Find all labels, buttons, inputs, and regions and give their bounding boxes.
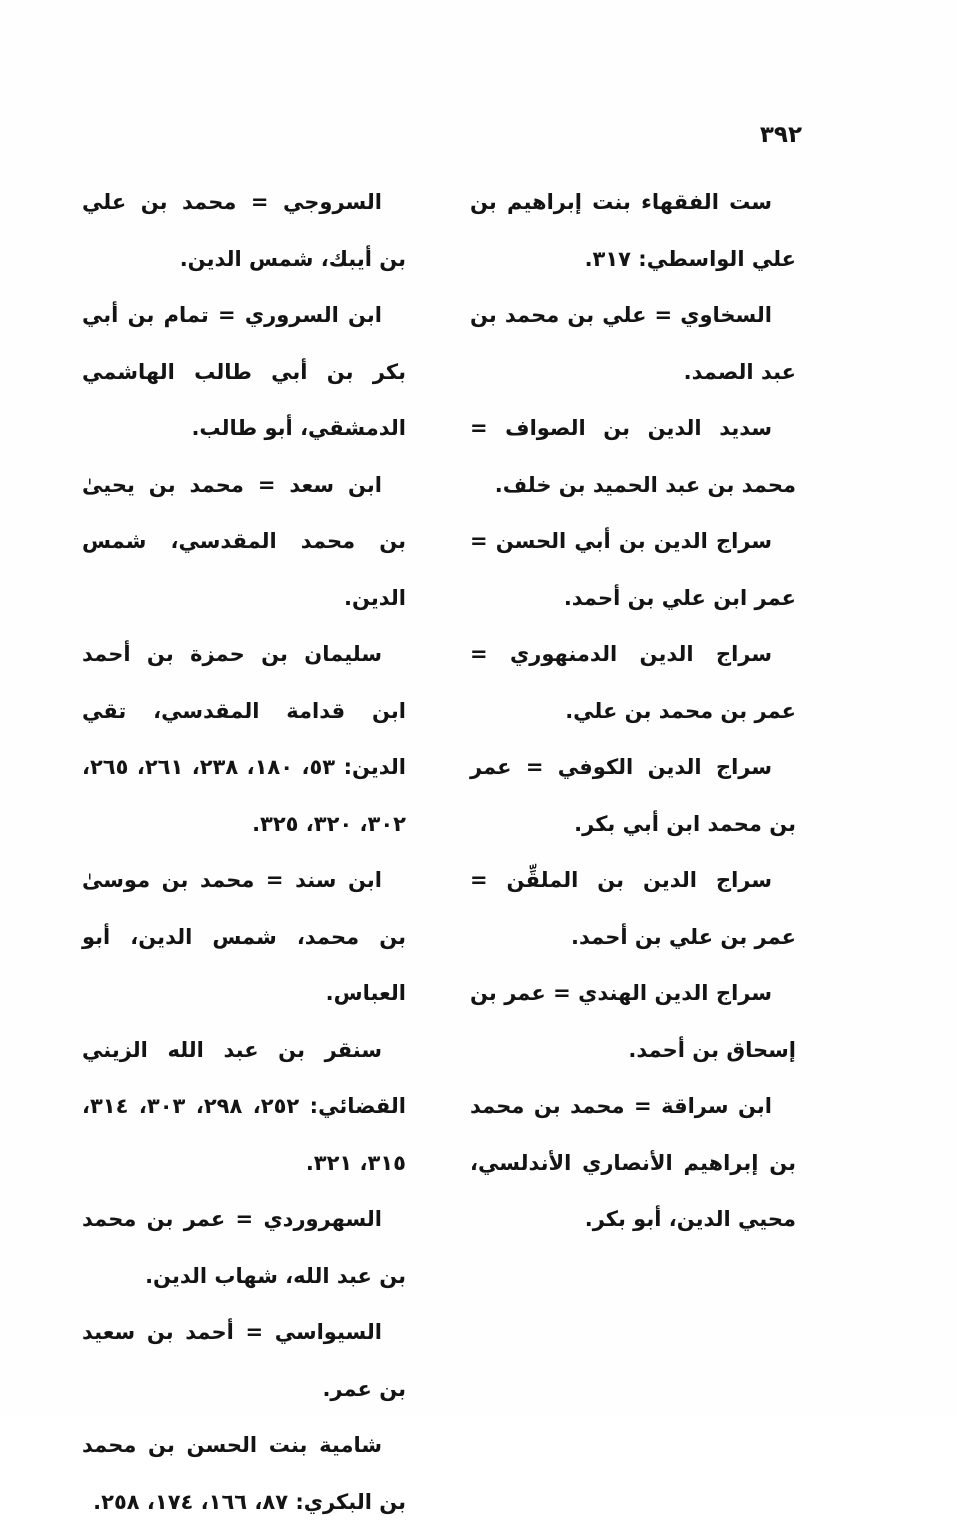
index-entry: ابن سند = محمد بن موسىٰ بن محمد، شمس الدين، أبو العباس. [82, 868, 406, 1005]
index-entry: سراج الدين الهندي = عمر بن إسحاق بن أحمد. [470, 981, 796, 1062]
index-entry: سراج الدين بن أبي الحسن = عمر ابن علي بن أحمد. [470, 529, 796, 610]
index-entry: سراج الدين الكوفي = عمر بن محمد ابن أبي بكر. [470, 755, 796, 836]
index-entry: سديد الدين بن الصواف = محمد بن عبد الحميد بن خلف. [470, 416, 796, 497]
index-entry: سنقر بن عبد الله الزيني القضائي: ٢٥٢، ٢٩٨، ٣٠٣، ٣١٤، ٣١٥، ٣٢١. [82, 1037, 406, 1175]
index-entry: السخاوي = علي بن محمد بن عبد الصمد. [470, 303, 796, 384]
index-entry: سراج الدين بن الملقِّن = عمر بن علي بن أحمد. [470, 868, 796, 949]
index-column-left [82, 174, 406, 1530]
index-entry: سليمان بن حمزة بن أحمد ابن قدامة المقدسي، تقي الدين: ٥٣، ١٨٠، ٢٣٨، ٢٦١، ٢٦٥، ٣٠٢، ٣٢٠، ٣٢٥. [82, 642, 406, 836]
index-entry: السروجي = محمد بن علي بن أيبك، شمس الدين. [82, 190, 406, 271]
index-entry: السهروردي = عمر بن محمد بن عبد الله، شهاب الدين. [82, 1207, 406, 1288]
index-entry: ست الفقهاء بنت إبراهيم بن علي الواسطي: ٣١٧. [470, 190, 796, 271]
index-entry: السيواسي = أحمد بن سعيد بن عمر. [82, 1320, 406, 1401]
index-entry: ابن سعد = محمد بن يحيىٰ بن محمد المقدسي، شمس الدين. [82, 472, 406, 610]
index-entry: شامية بنت الحسن بن محمد بن البكري: ٨٧، ١٦٦، ١٧٤، ٢٥٨. [82, 1433, 406, 1514]
index-entry: ابن سراقة = محمد بن محمد بن إبراهيم الأنصاري الأندلسي، محيي الدين، أبو بكر. [470, 1094, 796, 1231]
index-entry: سراج الدين الدمنهوري = عمر بن محمد بن علي. [470, 642, 796, 723]
index-entry: ابن السروري = تمام بن أبي بكر بن أبي طالب الهاشمي الدمشقي، أبو طالب. [82, 303, 406, 440]
page-number: ٣٩٢ [759, 122, 802, 148]
index-column-right [470, 174, 796, 1248]
